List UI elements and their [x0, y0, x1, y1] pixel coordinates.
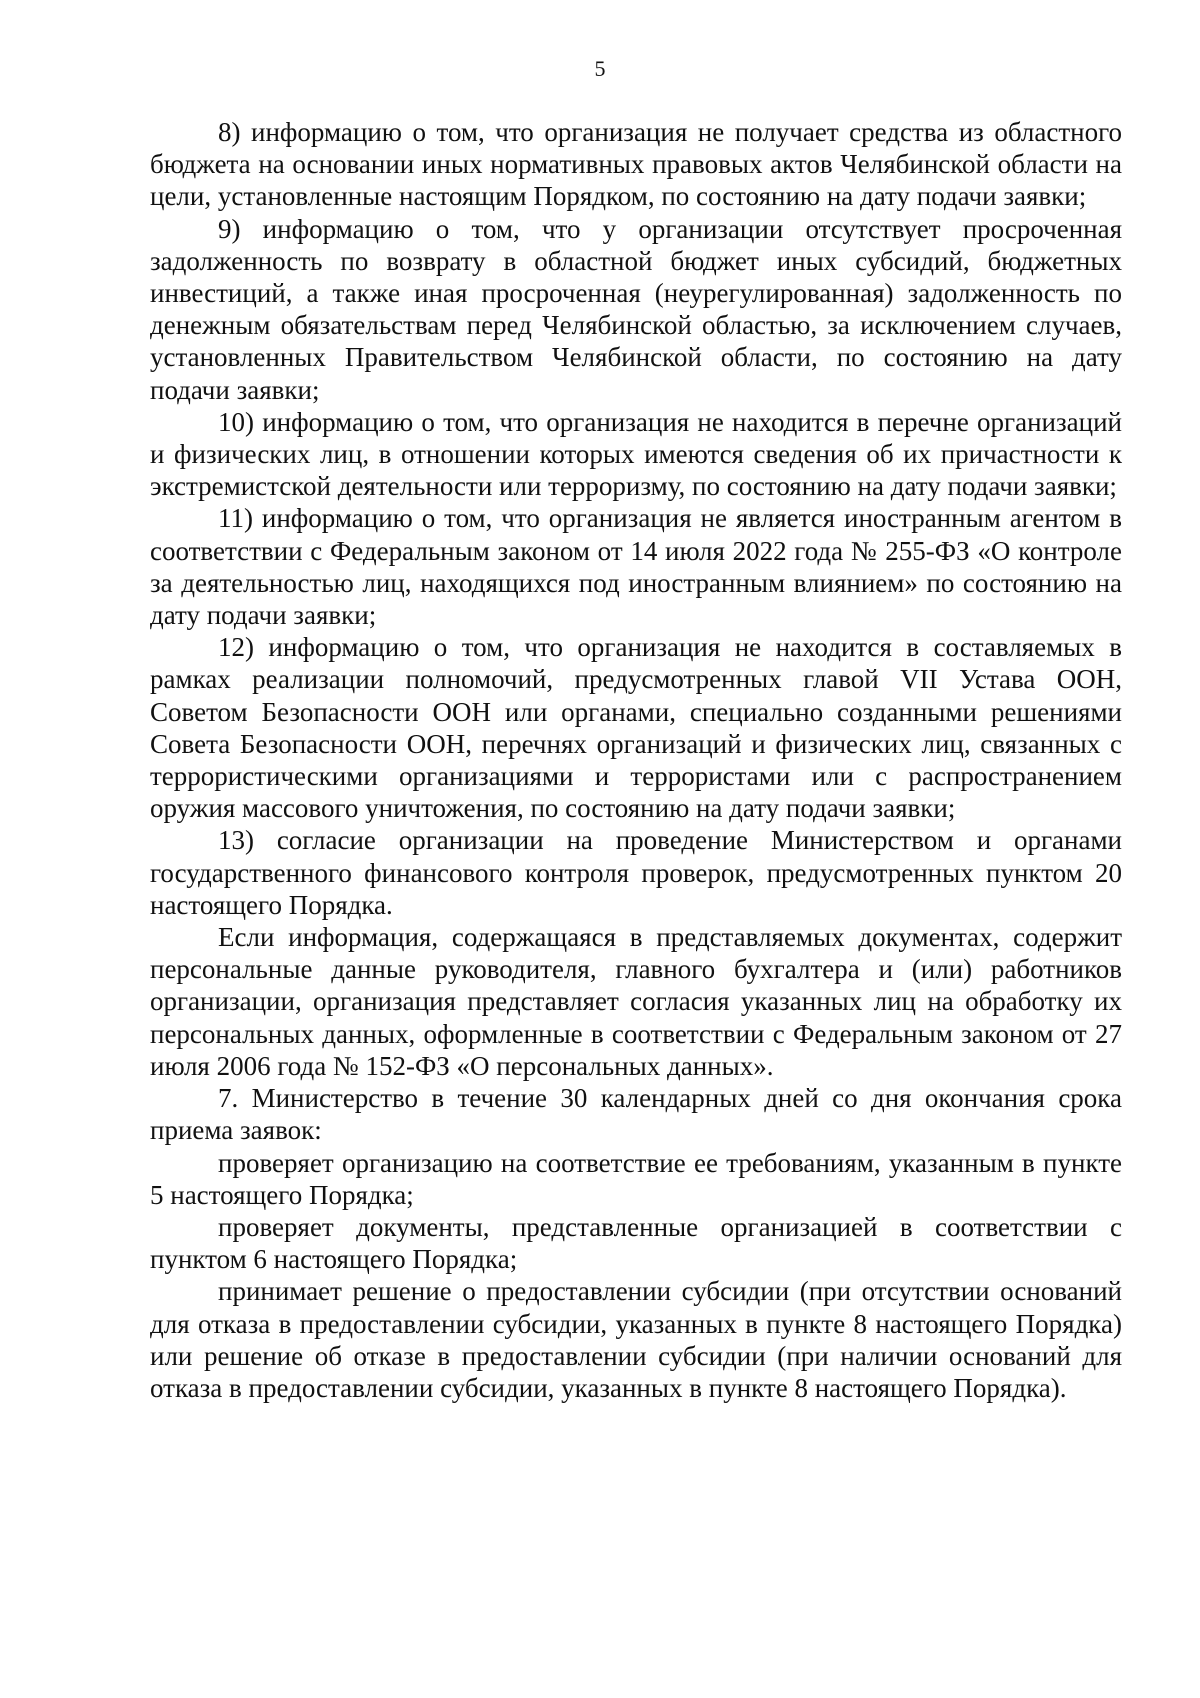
- paragraph-section-7: 7. Министерство в течение 30 календарных дней со дня окончания срока приема заявок:: [150, 1083, 1122, 1146]
- page-number: 5: [594, 56, 606, 81]
- paragraph-decision: принимает решение о предоставлении субсидии (при отсутствии оснований для отказа в предоставлении субсидии, указанных в пункте 8 настоящего Порядка) или решение об отказе в предоставлении субсидии (при наличии оснований для отказа в предоставлении субсидии, указанных в пункте 8 настоящего Порядка).: [150, 1276, 1122, 1403]
- paragraph-item-13: 13) согласие организации на проведение Министерством и органами государственного финансового контроля проверок, предусмотренных пунктом 20 настоящего Порядка.: [150, 825, 1122, 920]
- paragraph-item-12: 12) информацию о том, что организация не находится в составляемых в рамках реализации полномочий, предусмотренных главой VII Устава ООН, Советом Безопасности ООН или органами, специально созданными решениями Совета Безопасности ООН, перечнях организаций и физических лиц, связанных с террористическими организациями и террористами или с распространением оружия массового уничтожения, по состоянию на дату подачи заявки;: [150, 632, 1122, 824]
- document-body: [150, 116, 1122, 1404]
- paragraph-check-organization: проверяет организацию на соответствие ее требованиям, указанным в пункте 5 настоящего Порядка;: [150, 1147, 1122, 1210]
- paragraph-personal-data: Если информация, содержащаяся в представляемых документах, содержит персональные данные руководителя, главного бухгалтера и (или) работников организации, организация представляет согласия указанных лиц на обработку их персональных данных, оформленные в соответствии с Федеральным законом от 27 июля 2006 года № 152-ФЗ «О персональных данных».: [150, 922, 1122, 1081]
- paragraph-item-8: 8) информацию о том, что организация не получает средства из областного бюджета на основании иных нормативных правовых актов Челябинской области на цели, установленные настоящим Порядком, по состоянию на дату подачи заявки;: [150, 117, 1122, 212]
- paragraph-item-10: 10) информацию о том, что организация не находится в перечне организаций и физических лиц, в отношении которых имеются сведения об их причастности к экстремистской деятельности или терроризму, по состоянию на дату подачи заявки;: [150, 406, 1122, 502]
- paragraph-item-9: 9) информацию о том, что у организации отсутствует просроченная задолженность по возврату в областной бюджет иных субсидий, бюджетных инвестиций, а также иная просроченная (неурегулированная) задолженность по денежным обязательствам перед Челябинской областью, за исключением случаев, установленных Правительством Челябинской области, по состоянию на дату подачи заявки;: [150, 213, 1122, 405]
- paragraph-item-11: 11) информацию о том, что организация не является иностранным агентом в соответствии с Федеральным законом от 14 июля 2022 года № 255-ФЗ «О контроле за деятельностью лиц, находящихся под иностранным влиянием» по состоянию на дату подачи заявки;: [150, 503, 1122, 631]
- paragraph-check-documents: проверяет документы, представленные организацией в соответствии с пунктом 6 настоящего Порядка;: [150, 1211, 1122, 1275]
